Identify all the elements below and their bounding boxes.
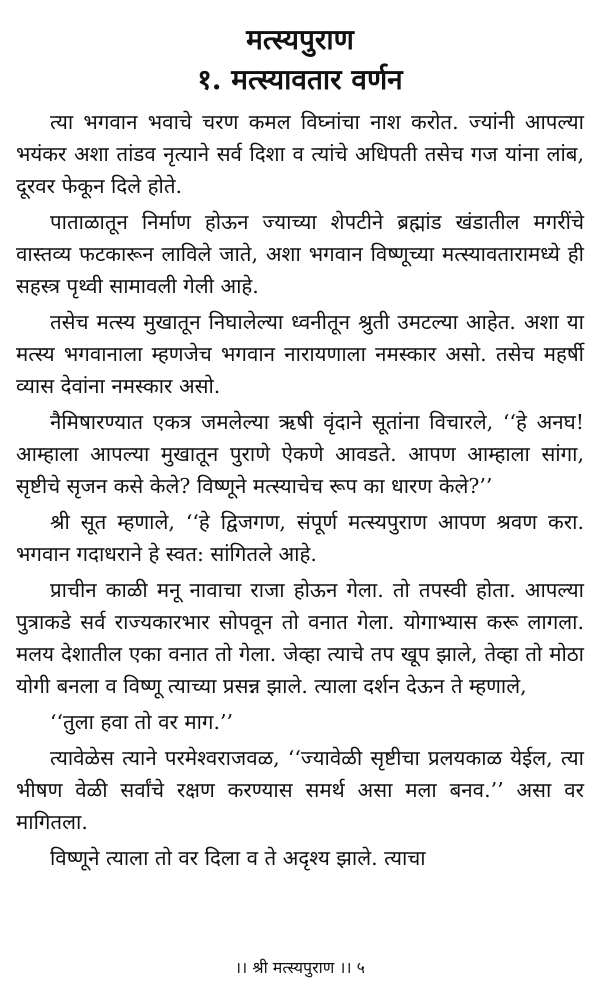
page-title: मत्स्यपुराण — [246, 23, 354, 56]
paragraph-2: पाताळातून निर्माण होऊन ज्याच्या शेपटीने ब्रह्मांड खंडातील मगरींचे वास्तव्य फटकारून लाविले जाते, अशा भगवान विष्णूच्या मत्स्यावतारामध्ये ही सहस्त्र पृथ्वी सामावली गेली आहे. — [16, 210, 584, 298]
chapter-heading: १. मत्स्यावतार वर्णन — [197, 63, 403, 96]
paragraph-6: प्राचीन काळी मनू नावाचा राजा होऊन गेला. तो तपस्वी होता. आपल्या पुत्राकडे सर्व राज्यकारभार सोपवून तो वनात गेला. योगाभ्यास करू लागला. मलय देशातील एका वनात तो गेला. जेव्हा त्याचे तप खूप झाले, तेव्हा तो मोठा योगी बनला व विष्णू त्याच्या प्रसन्न झाले. त्याला दर्शन देऊन ते म्हणाले, — [16, 578, 584, 698]
paragraph-7: ‘‘तुला हवा तो वर माग.’’ — [50, 710, 234, 734]
paragraph-3: तसेच मत्स्य मुखातून निघालेल्या ध्वनीतून श्रुती उमटल्या आहेत. अशा या मत्स्य भगवानाला म्हणजेच भगवान नारायणाला नमस्कार असो. तसेच महर्षी व्यास देवांना नमस्कार असो. — [16, 310, 584, 398]
paragraph-5: श्री सूत म्हणाले, ‘‘हे द्विजगण, संपूर्ण मत्स्यपुराण आपण श्रवण करा. भगवान गदाधराने हे स्वत: सांगितले आहे. — [16, 510, 584, 566]
paragraph-4: नैमिषारण्यात एकत्र जमलेल्या ऋषी वृंदाने सूतांना विचारले, ‘‘हे अनघ! आम्हाला आपल्या मुखातून पुराणे ऐकणे आवडते. आपण आम्हाला सांगा, सृष्टीचे सृजन कसे केले? विष्णूने मत्स्याचेच रूप का धारण केले?’’ — [16, 410, 584, 498]
paragraph-9: विष्णूने त्याला तो वर दिला व ते अदृश्य झाले. त्याचा — [50, 846, 426, 870]
paragraph-8: त्यावेळेस त्याने परमेश्वराजवळ, ‘‘ज्यावेळी सृष्टीचा प्रलयकाळ येईल, त्या भीषण वेळी सर्वांचे रक्षण करण्यास समर्थ असा मला बनव.’’ असा वर मागितला. — [16, 746, 584, 834]
paragraph-1: त्या भगवान भवाचे चरण कमल विघ्नांचा नाश करोत. ज्यांनी आपल्या भयंकर अशा तांडव नृत्याने सर्व दिशा व त्यांचे अधिपती तसेच गज यांना लांब, दूरवर फेकून दिले होते. — [16, 110, 584, 198]
page-footer: ।। श्री मत्स्यपुराण ।। ५ — [235, 958, 365, 977]
